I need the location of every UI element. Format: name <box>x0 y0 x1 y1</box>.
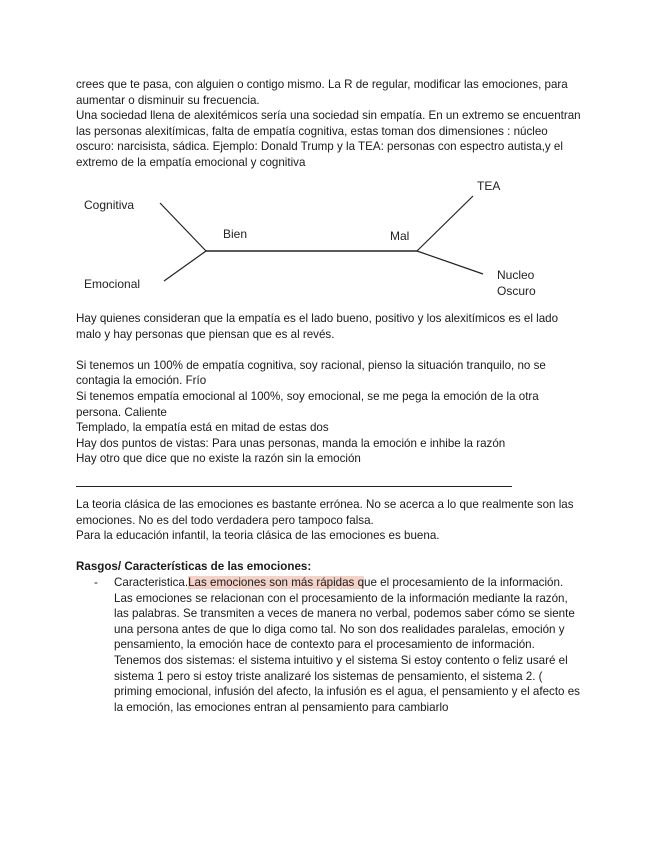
blank-line <box>76 342 586 358</box>
paragraph-lado-bueno: Hay quienes consideran que la empatía es el lado bueno, positivo y los alexitímicos es el lado malo y hay personas que piensan que es al revés. <box>76 312 559 341</box>
diagram-label-oscuro: Oscuro <box>497 284 536 298</box>
paragraph-educacion-infantil: Para la educación infantil, la teoria clásica de las emociones es buena. <box>76 529 440 543</box>
diagram-label-tea: TEA <box>477 179 501 193</box>
diagram-label-nucleo: Nucleo <box>497 268 535 282</box>
bullet-body: ue el procesamiento de la información. Las emociones se relacionan con el procesamiento de la información mediante la razón, las palabras. Se transmiten a veces de manera no verbal, podemos saber cómo se siente una persona antes de que lo diga como tal. No son dos realidades paralelas, emoción y pensamiento, la emoción hace de contexto para el procesamiento de información. Tenemos dos sistemas: el sistema intuitivo y el sistema Si estoy contento o feliz usaré el sistema 1 pero si estoy triste analizaré los sistemas de pensamiento, el sistema 2. ( priming emocional, infusión del afecto, la infusión es el agua, el pensamiento y el afecto es la emoción, las emociones entran al pensamiento para cambiarlo <box>114 576 580 714</box>
bullet-marker: - <box>94 576 98 589</box>
diagram-label-emocional: Emocional <box>84 277 141 291</box>
paragraph-teoria-clasica: La teoria clásica de las emociones es bastante errónea. No se acerca a lo que realmente son las emociones. No es del todo verdadera pero tampoco falsa. <box>76 498 574 527</box>
paragraph-puntos-de-vista: Hay dos puntos de vistas: Para unas personas, manda la emoción e inhibe la razón <box>76 436 506 450</box>
paragraph-alexitimia: Una sociedad llena de alexitémicos sería una sociedad sin empatía. En un extremo se encuentran las personas alexitímicas, falta de empatía cognitiva, estas toman dos dimensiones : núcleo oscuro: narcisista, sádica. Ejemplo: Donald Trump y la TEA: personas con espectro autista,y el extremo de la empatía emocional y cognitiva <box>76 109 581 169</box>
diagram-label-cognitiva: Cognitiva <box>84 198 135 212</box>
empathy-diagram <box>0 170 655 310</box>
diagram-branch-emocional <box>164 251 206 281</box>
highlighted-text: Las emociones son más rápidas q <box>188 576 365 589</box>
empathy-paragraphs <box>76 311 586 467</box>
paragraph-razon: Hay otro que dice que no existe la razón sin la emoción <box>76 452 361 466</box>
diagram-label-mal: Mal <box>390 229 410 243</box>
diagram-branch-nucleo <box>417 251 483 274</box>
diagram-branch-tea <box>417 196 473 251</box>
horizontal-rule <box>76 486 512 487</box>
paragraph-emocional: Si tenemos empatía emocional al 100%, soy emocional, se me pega la emoción de la otra persona. Caliente <box>76 389 539 419</box>
intro-paragraphs <box>76 77 586 171</box>
paragraph-cognitiva: Si tenemos un 100% de empatía cognitiva, soy racional, pienso la situación tranquilo, no se contagia la emoción. Frío <box>76 358 546 388</box>
bullet-prefix: Caracteristica. <box>114 576 189 589</box>
section-heading: Rasgos/ Características de las emociones: <box>76 560 312 573</box>
diagram-branch-cognitiva <box>160 203 206 251</box>
diagram-label-bien: Bien <box>223 227 248 241</box>
theory-paragraphs <box>76 497 586 544</box>
bullet-item <box>114 575 582 715</box>
paragraph-templado: Templado, la empatía está en mitad de estas dos <box>76 421 329 435</box>
paragraph-regular: crees que te pasa, con alguien o contigo mismo. La R de regular, modificar las emociones, para aumentar o disminuir su frecuencia. <box>76 78 568 107</box>
